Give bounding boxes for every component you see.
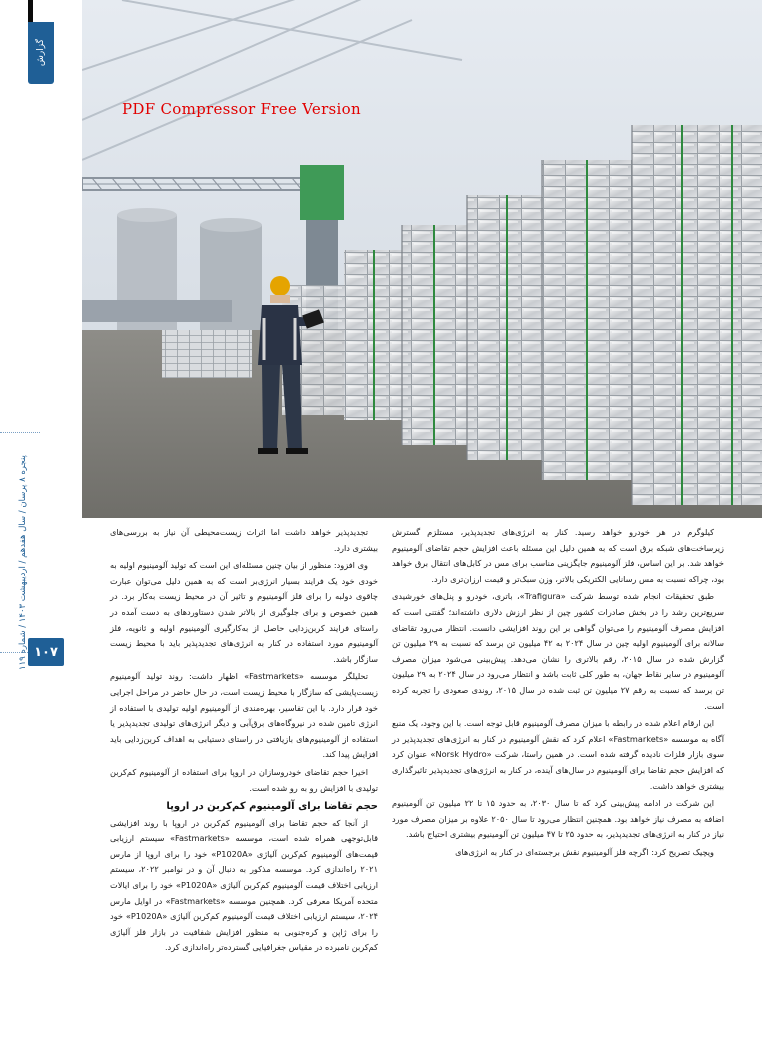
article-photo (82, 0, 762, 518)
paragraph: تجدیدپذیر خواهد داشت اما اثرات زیست‌محیطی آن نیاز به بررسی‌های بیشتری دارد. (110, 527, 378, 553)
paragraph: این ارقام اعلام شده در رابطه با میزان مصرف آلومینیوم قابل توجه است. با این وجود، یک منبع آگاه به موسسه «Fastmarkets» اعلام کرد که نقش آلومینیوم در کنار به انرژی‌های تجدیدپذیر در سوی بازار فلزات نادیده گرفته شده است. در همین راستا، شرکت «Norsk Hydro» عنوان کرد که افزایش حجم تقاضا برای آلومینیوم در سال‌های آینده، در کنار به انرژی‌های تجدیدپذیر تاثیرگذاری بیشتری خواهد داشت. (392, 718, 724, 791)
running-header: پنجره ۸ پرسان / سال هفدهم / اردیبهشت ۱۴۰۳ / شماره ۱۱۹ (18, 455, 28, 670)
section-label: گزارش (36, 39, 46, 67)
paragraph: این شرکت در ادامه پیش‌بینی کرد که تا سال ۲۰۳۰، به حدود ۱۵ تا ۲۲ میلیون تن آلومینیوم اضافه به مصرف نیاز خواهد بود. همچنین انتظار می‌رود تا سال ۲۰۵۰ علاوه بر میزان مصرف مورد نیاز در کنار به انرژی‌های تجدیدپذیر، به حدود ۲۵ تا ۴۷ میلیون تن آلومینیوم بیشتری احتیاج باشد. (392, 798, 724, 840)
article-column-left (110, 525, 378, 958)
watermark-text: PDF Compressor Free Version (122, 100, 361, 118)
side-rule (0, 432, 40, 433)
page-rule (0, 652, 30, 653)
paragraph: طبق تحقیقات انجام شده توسط شرکت «Trafigura»، باتری، خودرو و پنل‌های خورشیدی سریع‌ترین رشد را در بخش صادرات کشور چین از نظر ارزش دلاری داشته‌اند؛ گفتنی است که افزایش مصرف آلومینیوم را می‌توان گواهی بر این روند افزایشی دانست. انتظار می‌رود تقاضای سالانه برای آلومینیوم اولیه چین در سال ۲۰۲۴ به ۴۲ میلیون تن برسد که نسبت به ۲۹ میلیون تن گزارش شده در سال ۲۰۱۵، رقم بالاتری را نشان می‌دهد. پیش‌بینی می‌شود میزان مصرف آلومینیوم در سایر نقاط جهان، به طور کلی ثابت باشد و انتظار می‌رود در سال ۲۰۲۴ به ۲۹ میلیون تن برسد که نسبت به رقم ۲۷ میلیون تن ثبت شده در سال ۲۰۱۵، روندی صعودی را تجربه کرده است. (392, 591, 725, 711)
section-heading: حجم تقاضا برای آلومینیوم کم‌کربن در اروپا (166, 801, 378, 813)
paragraph: اخیرا حجم تقاضای خودروسازان در اروپا برای استفاده از آلومینیوم کم‌کربن تولیدی با افزایش رو به رو شده است. (110, 766, 378, 793)
paragraph: کیلوگرم در هر خودرو خواهد رسید. کنار به انرژی‌های تجدیدپذیر، مستلزم گسترش زیرساخت‌های شبکه برق است که به همین دلیل این مسئله باعث افزایش حجم تقاضای آلومینیوم خواهد شد. بر این اساس، فلز آلومینیوم جایگزینی مناسب برای مس در کابل‌های انتقال برق خواهد بود، چراکه نسبت به مس رسانایی الکتریکی بالاتر، وزن سبک‌تر و قیمت ارزان‌تری دارد. (392, 527, 724, 584)
article-column-right (392, 525, 724, 862)
paragraph: وی افزود: منظور از بیان چنین مسئله‌ای این است که تولید آلومینیوم اولیه به خودی خود یک فرایند بسیار انرژی‌بر است که به همین دلیل می‌توان عبارت چاقوی دولبه را برای فلز آلومینیوم و تاثیر آن در محیط زیست به‌کار برد. در همین خصوص و برای جلوگیری از بالاتر شدن دستاوردهای به دست آمده در راستای فرایند کربن‌زدایی حاصل از به‌کارگیری آلومینیوم اولیه و ثانویه، فلز آلومینیوم مورد استفاده در کنار به انرژی‌های تجدیدپذیر باید با محیط زیست سازگار باشد. (110, 560, 378, 664)
page-number: ۱۰۷ (28, 638, 64, 666)
paragraph: تحلیلگر موسسه «Fastmarkets» اظهار داشت: روند تولید آلومینیوم زیست‌پایشی که سازگار با محیط زیست است، در حال حاضر در مراحل اجرایی خود قرار دارد. با این تفاسیر، بهره‌مندی از آلومینیوم اولیه تولیدی با استفاده از انرژی تامین شده در نیروگاه‌های برق‌آبی و دیگر انرژی‌های تولیدی تجدیدپذیر یا استفاده از آلومینیوم‌های بازیافتی در راستای دستیابی به اهداف کربن‌زدایی باید افزایش پیدا کند. (110, 671, 378, 760)
warehouse-illustration (82, 0, 762, 518)
section-tab (28, 22, 54, 84)
paragraph: از آنجا که حجم تقاضا برای آلومینیوم کم‌کربن در اروپا با روند افزایشی قابل‌توجهی همراه شده است، موسسه «Fastmarkets» سیستم ارزیابی قیمت‌های آلومینیوم کم‌کربن آلیاژی «P1020A» خود را برای اروپا از مارس ۲۰۲۱ راه‌اندازی کرد. موسسه مذکور به دنبال آن و در نوامبر ۲۰۲۲، سیستم ارزیابی اختلاف قیمت آلومینیوم کم‌کربن آلیاژی «P1020A» خود را برای ایالات متحده آمریکا معرفی کرد. همچنین موسسه «Fastmarkets» در اوایل مارس ۲۰۲۴، سیستم ارزیابی اختلاف قیمت آلومینیوم کم‌کربن آلیاژی «P1020A» خود را برای ژاپن و کره‌جنوبی به منظور افزایش شفافیت در بازار فلز آلیاژی کم‌کربن نامبرده در مقیاس جغرافیایی گسترده‌تر راه‌اندازی کرد. (110, 817, 378, 953)
paragraph: ویچیک تصریح کرد: اگرچه فلز آلومینیوم نقش برجسته‌ای در کنار به انرژی‌های (455, 846, 714, 857)
